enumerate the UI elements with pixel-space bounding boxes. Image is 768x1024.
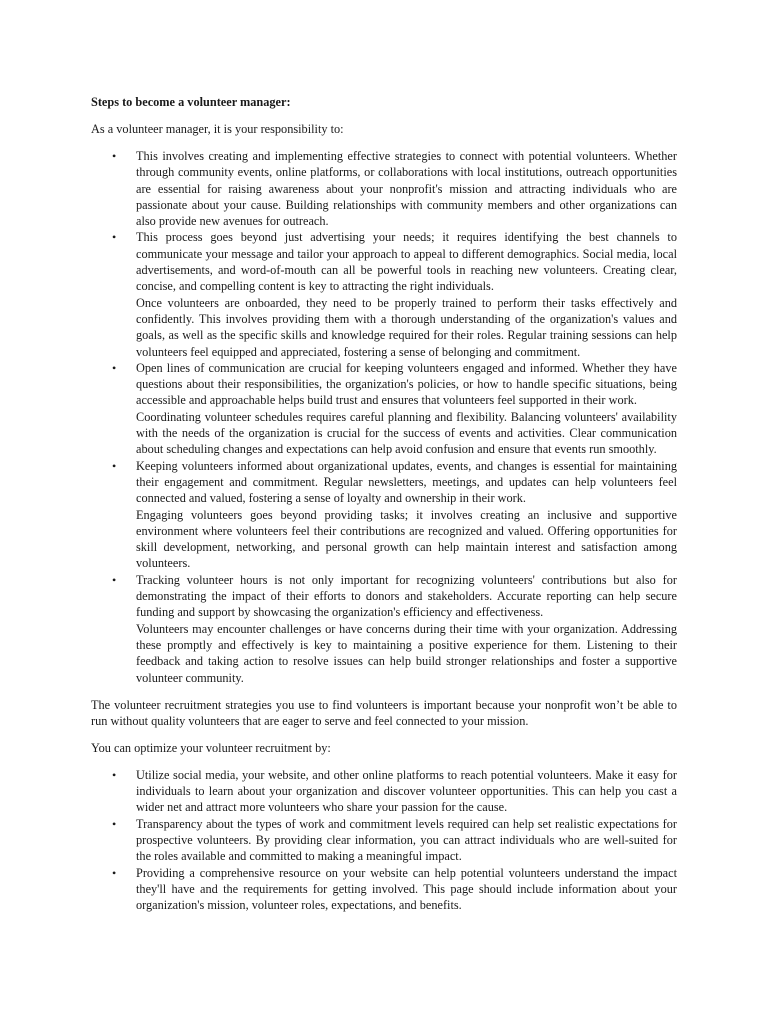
bullet-icon: • xyxy=(112,572,117,587)
list-item xyxy=(112,360,677,458)
list-item-text: Once volunteers are onboarded, they need to be properly trained to perform their tasks effectively and confidently. This involves providing them with a thorough understanding of the organization's values and goals, as well as the specific skills and knowledge required for their roles. Regular training sessions can help volunteers feel equipped and appreciated, fostering a sense of belonging and commitment. xyxy=(136,295,677,359)
list-item xyxy=(112,865,677,914)
bullet-icon: • xyxy=(112,360,117,375)
list-item-text: Transparency about the types of work and commitment levels required can help set realistic expectations for prospective volunteers. By providing clear information, you can attract individuals who are well-suited for the roles available and committed to making a meaningful impact. xyxy=(136,816,677,864)
list-item-text: This process goes beyond just advertising your needs; it requires identifying the best channels to communicate your message and tailor your approach to appeal to different demographics. Social media, local advertisements, and word-of-mouth can all be powerful tools in reaching new volunteers. Creating clear, concise, and compelling content is key to attracting the right individuals. xyxy=(136,230,677,294)
intro-text: As a volunteer manager, it is your responsibility to: xyxy=(91,122,344,136)
list-item-text: This involves creating and implementing effective strategies to connect with potential volunteers. Whether through community events, online platforms, or collaborations with local institutions, outreach opportunities are essential for raising awareness about your nonprofit's mission and attracting individuals who are passionate about your cause. Building relationships with community members and other organizations can also provide new avenues for outreach. xyxy=(136,149,677,229)
list-item xyxy=(112,572,677,686)
list-item-text: Keeping volunteers informed about organizational updates, events, and changes is essential for maintaining their engagement and commitment. Regular newsletters, meetings, and updates can help volunteers feel connected and valued, fostering a sense of loyalty and ownership in their work. xyxy=(136,458,677,506)
bullet-icon: • xyxy=(112,767,117,782)
optimizations-list xyxy=(91,767,677,914)
list-item xyxy=(112,458,677,572)
list-item-text: Open lines of communication are crucial for keeping volunteers engaged and informed. Whether they have questions about their responsibilities, the organization's policies, or how to handle specific situations, being accessible and approachable helps build trust and ensures that volunteers feel supported in their work. xyxy=(136,360,677,408)
list-item-text: Utilize social media, your website, and other online platforms to reach potential volunteers. Make it easy for individuals to learn about your organization and discover volunteer opportunities. This can help you cast a wider net and attract more volunteers who share your passion for the cause. xyxy=(136,767,677,815)
list-item-text: Providing a comprehensive resource on your website can help potential volunteers understand the impact they'll have and the requirements for getting involved. This page should include information about your organization's mission, volunteer roles, expectations, and benefits. xyxy=(136,865,677,913)
list-item-text: Tracking volunteer hours is not only important for recognizing volunteers' contributions but also for demonstrating the impact of their efforts to donors and stakeholders. Accurate reporting can help secure funding and support by showcasing the organization's efficiency and effectiveness. xyxy=(136,572,677,620)
list-item xyxy=(112,816,677,865)
list-item-text: Volunteers may encounter challenges or have concerns during their time with your organization. Addressing these promptly and effectively is key to maintaining a positive experience for them. Listening to their feedback and taking action to resolve issues can help build stronger relationships and foster a supportive volunteer community. xyxy=(136,621,677,685)
bullet-icon: • xyxy=(112,230,117,245)
list-item xyxy=(112,148,677,229)
list-item xyxy=(112,767,677,816)
recruitment-paragraph: The volunteer recruitment strategies you use to find volunteers is important because your nonprofit won’t be able to run without quality volunteers that are eager to serve and feel connected to your mission. xyxy=(91,697,677,728)
section-heading: Steps to become a volunteer manager: xyxy=(91,95,291,109)
bullet-icon: • xyxy=(112,816,117,831)
bullet-icon: • xyxy=(112,149,117,163)
list-item-text: Coordinating volunteer schedules requires careful planning and flexibility. Balancing volunteers' availability with the needs of the organization is crucial for the success of events and activities. Clear communication about scheduling changes and expectations can help avoid confusion and ensure that events run smoothly. xyxy=(136,409,677,457)
list-item-text: Engaging volunteers goes beyond providing tasks; it involves creating an inclusive and supportive environment where volunteers feel their contributions are recognized and valued. Offering opportunities for skill development, networking, and personal growth can help maintain interest and satisfaction among volunteers. xyxy=(136,507,677,571)
responsibilities-list xyxy=(91,148,677,686)
bullet-icon: • xyxy=(112,458,117,473)
bullet-icon: • xyxy=(112,865,117,880)
optimize-intro: You can optimize your volunteer recruitment by: xyxy=(91,740,331,755)
list-item xyxy=(112,229,677,359)
